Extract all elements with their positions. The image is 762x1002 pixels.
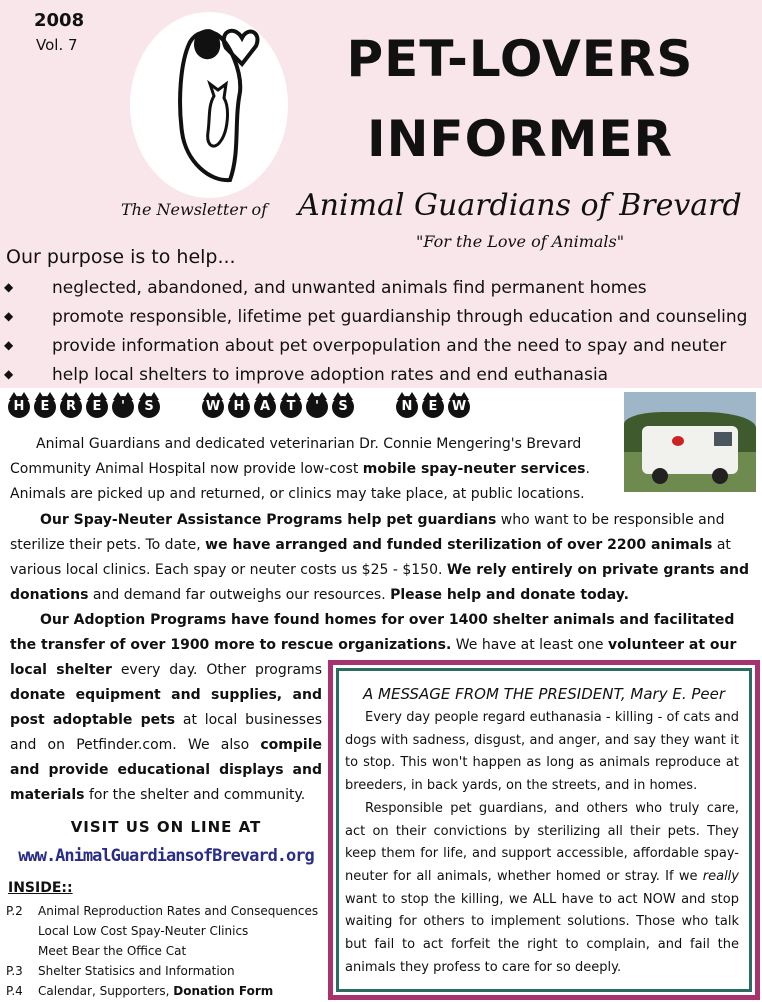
president-message-body: Every day people regard euthanasia - killing - of cats and dogs with sadness, disgust, and anger, and say they want it to stop. This won't happen as long as animals reproduce at breeders, in back yards, on the streets, and in homes. Responsible pet guardians, and others who truly care, act on their convictions by sterilizing all their pets. They keep them for life, and support accessible, affordable spay-neuter for all animals, whether homed or stray. If we really want to stop the killing, we ALL have to act NOW and stop waiting for others to implement solutions. Those who talk but fail to act forfeit the right to complain, and fail the animals they profess to care for so deeply. [345, 710, 739, 975]
banner-cat-letter: S [138, 396, 160, 418]
purpose-heading: Our purpose is to help... [6, 246, 236, 268]
banner-cat-letter: S [332, 396, 354, 418]
newsletter-title-line1: PET-LOVERS [346, 30, 694, 88]
toc-item: P.2 Animal Reproduction Rates and Consequences [6, 904, 319, 918]
website-link[interactable]: www.AnimalGuardiansofBrevard.org [18, 846, 314, 866]
newsletter-of-label: The Newsletter of [121, 200, 268, 219]
news-paragraph-spay-neuter: Our Spay-Neuter Assistance Programs help pet guardians who want to be responsible and sterilize their pets. To date, we have arranged and funded sterilization of over 2200 animals at various local clinics. Each spay or neuter costs us $25 - $150. We rely entirely on private grants and donations and demand far outweighs our resources. Please help and donate today. [10, 512, 750, 603]
toc-item: Local Low Cost Spay-Neuter Clinics [38, 924, 249, 938]
purpose-item: ◆ provide information about pet overpopulation and the need to spay and neuter [4, 336, 727, 356]
banner-cat-letter: W [202, 396, 224, 418]
table-of-contents [6, 901, 318, 1001]
diamond-bullet-icon: ◆ [4, 280, 14, 294]
toc-item: Meet Bear the Office Cat [38, 944, 187, 958]
purpose-item: ◆ neglected, abandoned, and unwanted animals find permanent homes [4, 278, 647, 298]
banner-cat-letter: E [86, 396, 108, 418]
banner-cat-letter: H [228, 396, 250, 418]
purpose-item: ◆ promote responsible, lifetime pet guardianship through education and counseling [4, 307, 748, 327]
banner-cat-letter: ' [306, 396, 328, 418]
whats-new-banner [8, 396, 474, 424]
toc-item: P.3 Shelter Statisics and Information [6, 964, 235, 978]
banner-cat-letter: R [60, 396, 82, 418]
newsletter-title-line2: INFORMER [366, 110, 674, 168]
diamond-bullet-icon: ◆ [4, 367, 14, 381]
purpose-item: ◆ help local shelters to improve adoption rates and end euthanasia [4, 365, 609, 385]
banner-cat-letter: W [448, 396, 470, 418]
banner-cat-letter: T [280, 396, 302, 418]
visit-online-label: VISIT US ON LINE AT [70, 818, 262, 836]
news-paragraph-mobile: Animal Guardians and dedicated veterinarian Dr. Connie Mengering's Brevard Community Animal Hospital now provide low-cost mobile spay-neuter services. Animals are picked up and returned, or clinics may take place, at public locations. [10, 436, 590, 502]
diamond-bullet-icon: ◆ [4, 338, 14, 352]
news-paragraph-programs: local shelter every day. Other programs donate equipment and supplies, and post adoptable pets at local businesses and on Petfinder.com. We also compile and provide educational displays and materials for the shelter and community. [10, 662, 322, 803]
tagline: "For the Love of Animals" [416, 232, 625, 251]
banner-cat-letter: N [396, 396, 418, 418]
banner-cat-letter: A [254, 396, 276, 418]
mobile-clinic-van-photo [624, 392, 756, 492]
news-paragraph-adoption: Our Adoption Programs have found homes for over 1400 shelter animals and facilitated the transfer of over 1900 more to rescue organizations. We have at least one volunteer at our [10, 612, 737, 653]
president-message-title: A MESSAGE FROM THE PRESIDENT, Mary E. Peer [363, 685, 726, 703]
diamond-bullet-icon: ◆ [4, 309, 14, 323]
hand-cat-heart-logo [130, 12, 288, 198]
banner-cat-letter: H [8, 396, 30, 418]
president-message-box [328, 660, 760, 1000]
issue-volume: Vol. 7 [36, 36, 78, 54]
banner-cat-letter: E [422, 396, 444, 418]
toc-item: P.4 Calendar, Supporters, Donation Form [6, 984, 274, 998]
banner-cat-letter: E [34, 396, 56, 418]
issue-year: 2008 [34, 10, 85, 31]
banner-cat-letter: ' [112, 396, 134, 418]
purpose-list [0, 278, 747, 394]
organization-name: Animal Guardians of Brevard [298, 188, 742, 223]
inside-heading: INSIDE:: [8, 880, 73, 896]
